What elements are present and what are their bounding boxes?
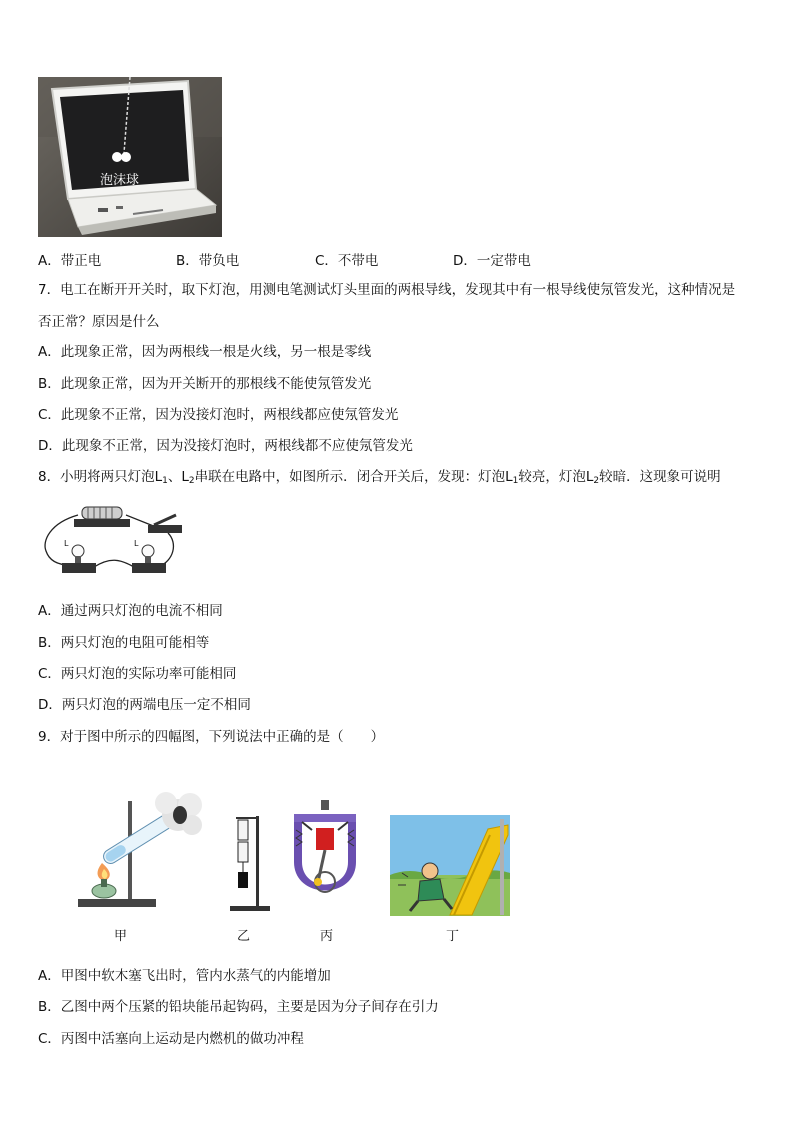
q7-stem-line2: 否正常？原因是什么 xyxy=(38,314,160,330)
q6-option-b[interactable]: B．带负电 xyxy=(176,253,240,269)
laptop-photo xyxy=(38,77,222,237)
caption-ding: 丁 xyxy=(446,929,460,944)
q6-option-a[interactable]: A．带正电 xyxy=(38,253,102,269)
caption-bing: 丙 xyxy=(320,929,334,944)
foam-ball-label: 泡沫球 xyxy=(100,173,140,188)
figure-ding-slide xyxy=(390,815,510,916)
q8-option-d[interactable]: D．两只灯泡的两端电压一定不相同 xyxy=(38,697,251,713)
series-circuit-diagram xyxy=(38,503,188,583)
q6-options xyxy=(38,249,598,267)
caption-jia: 甲 xyxy=(114,929,128,944)
q7-option-a[interactable]: A．此现象正常，因为两根线一根是火线，另一根是零线 xyxy=(38,344,372,360)
q8-option-c[interactable]: C．两只灯泡的实际功率可能相同 xyxy=(38,666,237,682)
figure-jia-test-tube xyxy=(74,783,208,915)
q9-option-b[interactable]: B．乙图中两个压紧的铅块能吊起钩码，主要是因为分子间存在引力 xyxy=(38,999,439,1015)
bulb-label-l1: L xyxy=(64,539,69,548)
q9-option-c[interactable]: C．丙图中活塞向上运动是内燃机的做功冲程 xyxy=(38,1031,304,1047)
q9-option-a[interactable]: A．甲图中软木塞飞出时，管内水蒸气的内能增加 xyxy=(38,968,331,984)
bulb-label-l2: L xyxy=(134,539,139,548)
caption-yi: 乙 xyxy=(237,929,251,944)
q8-stem: 8．小明将两只灯泡$L_1$、$L_2$串联在电路中，如图所示．闭合开关后，发现：灯泡$L_1$较亮，灯泡$L_2$较暗．这现象可说明 xyxy=(38,469,721,486)
q6-option-c[interactable]: C．不带电 xyxy=(315,253,379,269)
q8-option-a[interactable]: A．通过两只灯泡的电流不相同 xyxy=(38,603,223,619)
q7-option-c[interactable]: C．此现象不正常，因为没接灯泡时，两根线都应使氖管发光 xyxy=(38,407,399,423)
figure-bing-engine xyxy=(288,800,362,915)
q6-option-d[interactable]: D．一定带电 xyxy=(453,253,531,269)
q7-option-b[interactable]: B．此现象正常，因为开关断开的那根线不能使氖管发光 xyxy=(38,376,372,392)
figure-yi-lead-blocks xyxy=(222,812,272,915)
q8-option-b[interactable]: B．两只灯泡的电阻可能相等 xyxy=(38,635,210,651)
q7-option-d[interactable]: D．此现象不正常，因为没接灯泡时，两根线都不应使氖管发光 xyxy=(38,438,413,454)
q9-stem: 9．对于图中所示的四幅图，下列说法中正确的是（ ） xyxy=(38,729,385,745)
q7-stem-line1: 7．电工在断开开关时，取下灯泡，用测电笔测试灯头里面的两根导线，发现其中有一根导线使氖管发光，这种情况是 xyxy=(38,282,736,298)
